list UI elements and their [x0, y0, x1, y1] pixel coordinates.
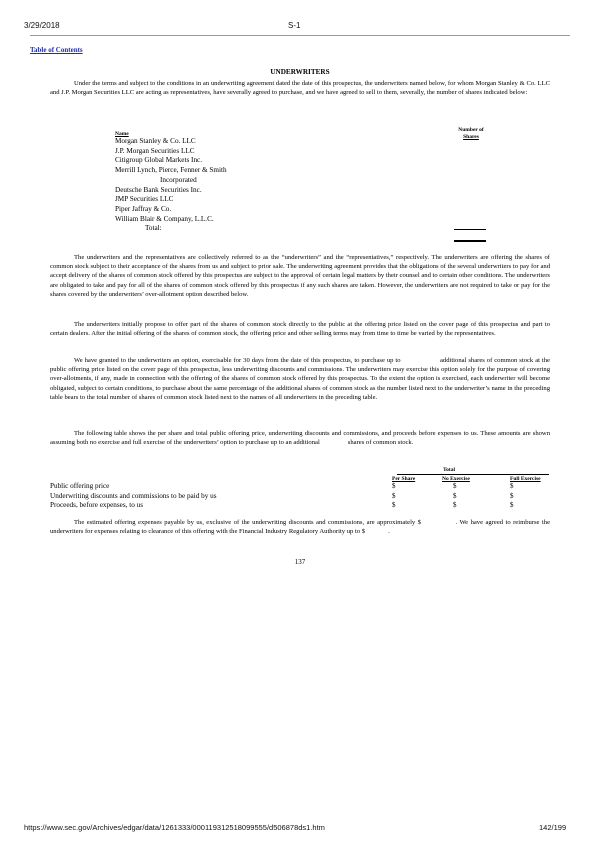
per-share-value: $: [392, 501, 396, 509]
underwriter-row: JMP Securities LLC: [115, 195, 174, 204]
underwriters-total-label: Total:: [145, 224, 162, 233]
name-column-header: Name: [115, 131, 129, 137]
offering-total-rule: [397, 474, 549, 475]
underwriter-row: Piper Jaffray & Co.: [115, 204, 172, 213]
full-exercise-column-header: Full Exercise: [510, 476, 541, 482]
underwriter-row: Morgan Stanley & Co. LLC: [115, 137, 196, 145]
shares-header-line2: Shares: [463, 133, 479, 140]
table-of-contents-link[interactable]: Table of Contents: [30, 46, 83, 54]
offering-row-label: Public offering price: [50, 482, 110, 490]
paragraph-offering-expenses: The estimated offering expenses payable by us, exclusive of the underwriting discounts and commissions, are approximately $ . We have agreed to reimburse the underwriters for expenses relating to clearance of this offering with the Financial Industry Regulatory Authority up to $ .: [50, 519, 550, 536]
underwriter-row: Deutsche Bank Securities Inc.: [115, 185, 202, 194]
full-exercise-value: $: [510, 491, 514, 500]
per-share-value: $: [392, 491, 396, 500]
no-exercise-value: $: [453, 482, 457, 490]
shares-header-line1: Number of: [458, 127, 484, 133]
underwriters-table: [115, 131, 495, 234]
offering-row-label: Proceeds, before expenses, to us: [50, 501, 144, 509]
per-share-value: $: [392, 482, 396, 490]
underwriter-row: J.P. Morgan Securities LLC: [115, 146, 195, 155]
paragraph-offering-table-intro: The following table shows the per share and total public offering price, underwriting discounts and commissions, and proceeds before expenses to us. These amounts are shown assuming both no exercise and full exercise of the underwriters’ option to purchase up to an additional shares of common stock.: [50, 430, 550, 447]
full-exercise-value: $: [510, 501, 514, 509]
underwriter-row: William Blair & Company, L.L.C.: [115, 214, 214, 223]
paragraph-underwriter-obligations: The underwriters and the representatives are collectively referred to as the “underwriters” and the “representatives,” respectively. The underwriters are offering the shares of common stock subject to their acceptance of the shares from us and subject to prior sale. The underwriting agreement provides that the obligations of the several underwriters to pay for and accept delivery of the shares of common stock offered by this prospectus are subject to the approval of certain legal matters by their counsel and to certain other conditions. The underwriters are obligated to take and pay for all of the shares of common stock offered by this prospectus if any such shares are taken. However, the underwriters are not required to take or pay for the shares covered by the underwriters’ over-allotment option described below.: [50, 254, 550, 298]
paragraph-initial-offer: The underwriters initially propose to offer part of the shares of common stock directly to the public at the offering price listed on the cover page of this prospectus and part to certain dealers. After the initial offering of the shares of common stock, the offering price and other selling terms may from time to time be varied by the representatives.: [50, 321, 550, 338]
section-title: UNDERWRITERS: [270, 68, 330, 76]
no-exercise-column-header: No Exercise: [442, 476, 470, 482]
underwriter-row: Merrill Lynch, Pierce, Fenner & Smith: [115, 166, 227, 175]
underwriter-row: Citigroup Global Markets Inc.: [115, 156, 203, 165]
header-divider: [30, 35, 570, 36]
subtotal-rule: [454, 229, 486, 230]
paragraph-overallotment-option: We have granted to the underwriters an option, exercisable for 30 days from the date of this prospectus, to purchase up to additional shares of common stock at the public offering price listed on the cover page of this prospectus, less underwriting discounts and commissions. The underwriters may exercise this option solely for the purpose of covering over-allotments, if any, made in connection with the offering of the shares of common stock offered by this prospectus. To the extent the option is exercised, each underwriter will become obligated, subject to certain conditions, to purchase about the same percentage of the additional shares of common stock as the number listed next to the underwriter’s name in the preceding table bears to the total number of shares of common stock listed next to the names of all underwriters in the preceding table.: [50, 357, 550, 401]
no-exercise-value: $: [453, 491, 457, 500]
offering-row-label: Underwriting discounts and commissions to be paid by us: [50, 491, 217, 500]
total-double-rule: [454, 240, 486, 242]
offering-row: [50, 501, 560, 511]
offering-table: [50, 482, 560, 511]
print-footer-url: https://www.sec.gov/Archives/edgar/data/1261333/000119312518099555/d506878ds1.htm: [24, 823, 325, 832]
no-exercise-value: $: [453, 501, 457, 509]
print-header-title: S-1: [288, 21, 301, 30]
print-footer-page-count: 142/199: [539, 823, 567, 832]
underwriter-row-continuation: Incorporated: [160, 175, 197, 184]
offering-row: [50, 492, 560, 502]
offering-total-group-header: Total: [442, 467, 456, 473]
full-exercise-value: $: [510, 482, 514, 490]
per-share-column-header: Per Share: [392, 476, 416, 482]
page-number: 137: [294, 558, 306, 566]
paragraph-intro: Under the terms and subject to the conditions in an underwriting agreement dated the date of this prospectus, the underwriters named below, for whom Morgan Stanley & Co. LLC and J.P. Morgan Securities LLC are acting as representatives, have severally agreed to purchase, and we have agreed to sell to them, severally, the number of shares indicated below:: [50, 80, 550, 97]
offering-row: [50, 482, 560, 492]
print-header-date: 3/29/2018: [24, 21, 60, 30]
